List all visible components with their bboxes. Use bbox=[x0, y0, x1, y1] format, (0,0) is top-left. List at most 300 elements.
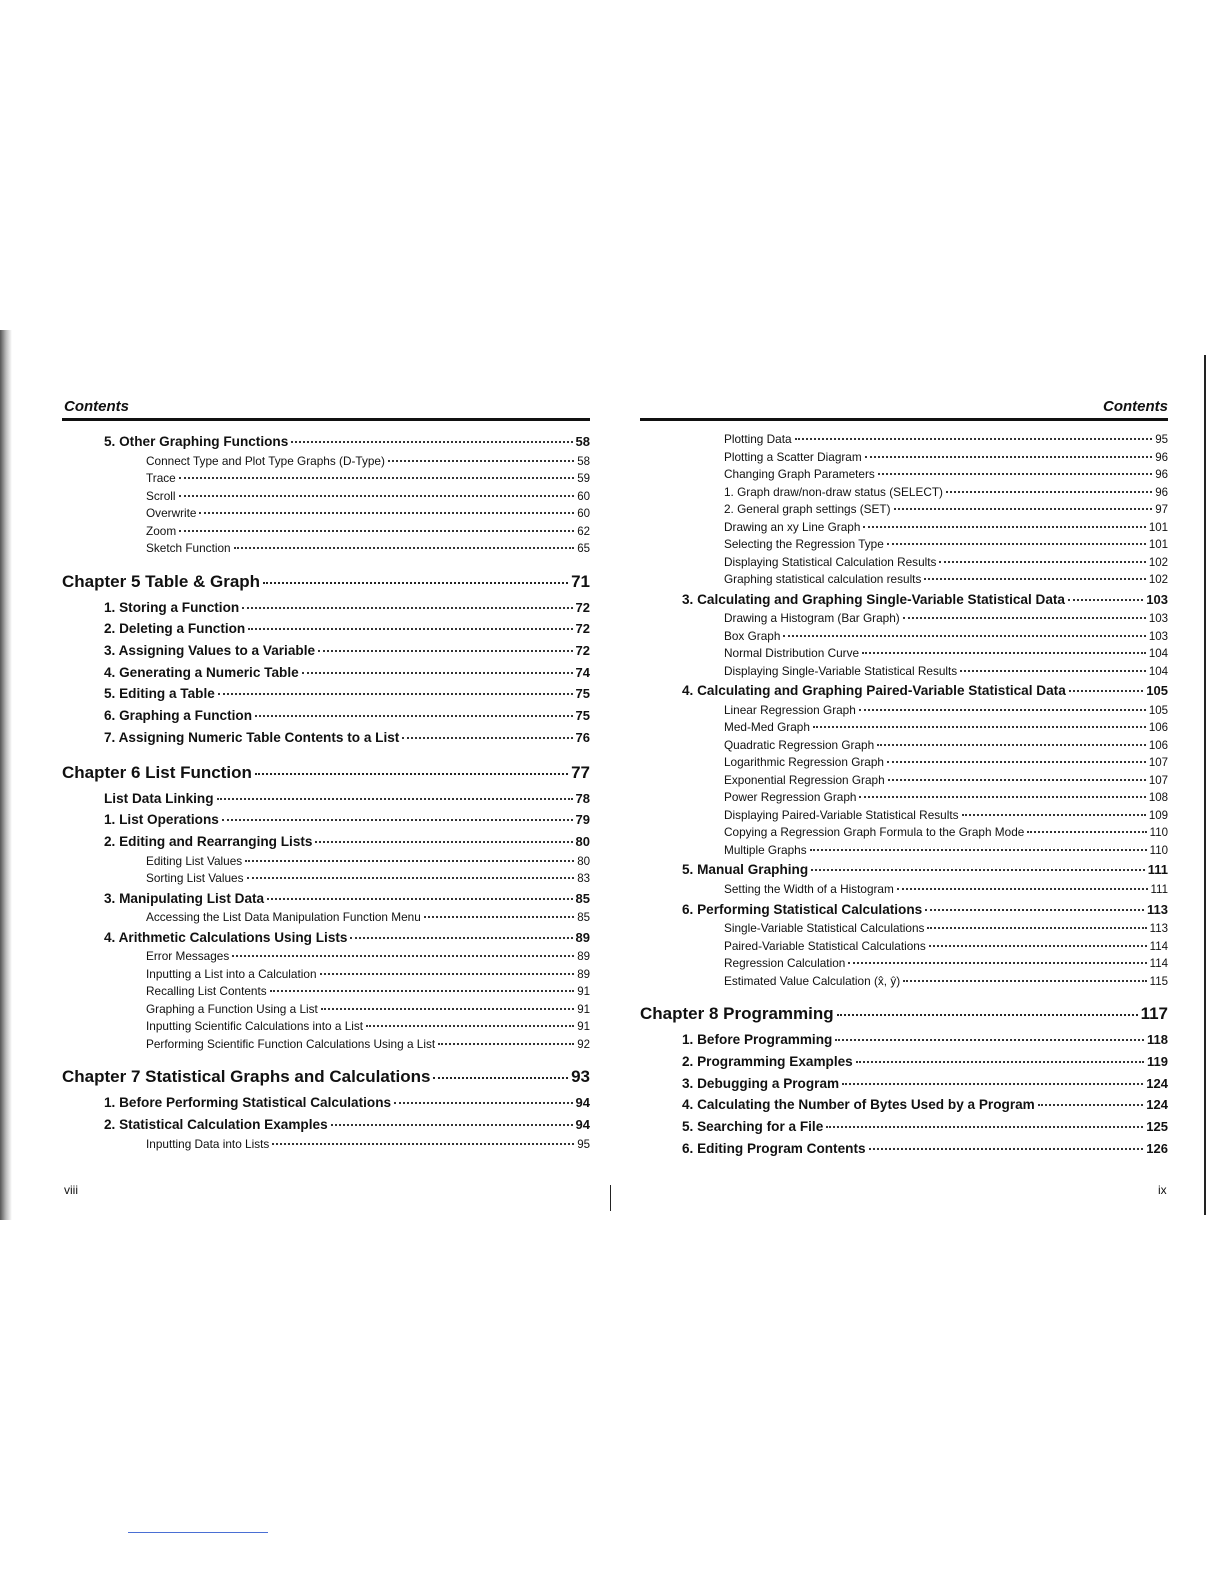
dot-leader bbox=[217, 798, 573, 800]
entry-title: Drawing a Histogram (Bar Graph) bbox=[724, 611, 900, 626]
dot-leader bbox=[887, 543, 1146, 545]
toc-chapter[interactable] bbox=[62, 1065, 590, 1089]
entry-title: Sorting List Values bbox=[146, 871, 244, 886]
dot-leader bbox=[813, 726, 1146, 728]
toc-list bbox=[62, 431, 590, 1153]
scan-edge-shadow bbox=[0, 330, 12, 1220]
entry-page-number: 111 bbox=[1150, 884, 1168, 897]
entry-title: 2. Statistical Calculation Examples bbox=[104, 1117, 328, 1133]
toc-section[interactable] bbox=[62, 727, 590, 749]
toc-subsection[interactable] bbox=[62, 1001, 590, 1019]
dot-leader bbox=[222, 819, 573, 821]
dot-leader bbox=[888, 779, 1146, 781]
entry-title: 1. Before Programming bbox=[682, 1032, 833, 1048]
dot-leader bbox=[179, 495, 575, 497]
toc-section[interactable] bbox=[62, 683, 590, 705]
dot-leader bbox=[179, 530, 574, 532]
entry-title: Scroll bbox=[146, 488, 176, 503]
entry-title: 3. Calculating and Graphing Single-Variable Statistical Data bbox=[682, 591, 1065, 607]
entry-title: Chapter 7 Statistical Graphs and Calculations bbox=[62, 1067, 431, 1087]
toc-subsection[interactable] bbox=[640, 719, 1168, 737]
entry-title: Editing List Values bbox=[146, 853, 243, 868]
dot-leader bbox=[179, 477, 574, 479]
right-page bbox=[640, 390, 1168, 1159]
dot-leader bbox=[842, 1083, 1143, 1085]
entry-title: Plotting a Scatter Diagram bbox=[724, 449, 862, 464]
page-header bbox=[62, 390, 590, 421]
toc-section[interactable] bbox=[62, 431, 590, 453]
entry-title: Displaying Paired-Variable Statistical Results bbox=[724, 807, 959, 822]
dot-leader bbox=[826, 1126, 1143, 1128]
entry-page-number: 83 bbox=[577, 873, 590, 886]
entry-page-number: 105 bbox=[1146, 683, 1168, 699]
entry-page-number: 60 bbox=[577, 508, 590, 521]
dot-leader bbox=[315, 841, 572, 843]
entry-title: 2. Deleting a Function bbox=[104, 621, 246, 637]
entry-title: Inputting Scientific Calculations into a List bbox=[146, 1019, 364, 1034]
dot-leader bbox=[929, 945, 1147, 947]
entry-page-number: 108 bbox=[1148, 792, 1168, 805]
entry-title: 4. Calculating the Number of Bytes Used by a Program bbox=[682, 1097, 1035, 1113]
entry-page-number: 105 bbox=[1148, 704, 1168, 717]
toc-section[interactable] bbox=[640, 589, 1168, 611]
dot-leader bbox=[837, 1014, 1138, 1016]
entry-title: 2. General graph settings (SET) bbox=[724, 502, 891, 516]
entry-page-number: 107 bbox=[1148, 757, 1168, 770]
dot-leader bbox=[835, 1039, 1144, 1041]
entry-title: Single-Variable Statistical Calculations bbox=[724, 921, 925, 936]
header-label: Contents bbox=[1103, 398, 1168, 415]
toc-chapter[interactable] bbox=[62, 570, 590, 594]
page-header bbox=[640, 390, 1168, 421]
entry-page-number: 104 bbox=[1148, 648, 1168, 661]
toc-subsection[interactable] bbox=[640, 702, 1168, 720]
entry-page-number: 103 bbox=[1148, 630, 1168, 643]
entry-title: 5. Manual Graphing bbox=[682, 862, 809, 878]
toc-subsection[interactable] bbox=[62, 853, 590, 871]
entry-title: Trace bbox=[146, 471, 176, 486]
dot-leader bbox=[859, 709, 1146, 711]
entry-title: Overwrite bbox=[146, 506, 197, 521]
toc-section[interactable] bbox=[640, 680, 1168, 702]
entry-page-number: 91 bbox=[577, 1003, 590, 1016]
toc-subsection[interactable] bbox=[640, 772, 1168, 790]
entry-page-number: 97 bbox=[1155, 504, 1168, 516]
entry-title: Multiple Graphs bbox=[724, 842, 807, 857]
entry-page-number: 113 bbox=[1149, 923, 1168, 936]
dot-leader bbox=[270, 990, 575, 992]
toc-subsection[interactable] bbox=[62, 948, 590, 966]
header-label: Contents bbox=[64, 398, 129, 415]
dot-leader bbox=[234, 547, 575, 549]
dot-leader bbox=[267, 898, 572, 900]
toc-section[interactable] bbox=[640, 1073, 1168, 1095]
dot-leader bbox=[248, 628, 572, 630]
entry-title: 7. Assigning Numeric Table Contents to a List bbox=[104, 729, 400, 745]
entry-page-number: 94 bbox=[575, 1117, 590, 1133]
toc-section[interactable] bbox=[640, 1138, 1168, 1160]
entry-page-number: 79 bbox=[575, 812, 590, 828]
entry-title: 5. Other Graphing Functions bbox=[104, 434, 289, 449]
dot-leader bbox=[925, 909, 1144, 911]
toc-list bbox=[640, 431, 1168, 1159]
toc-section[interactable] bbox=[640, 899, 1168, 921]
toc-subsection[interactable] bbox=[640, 881, 1168, 899]
entry-page-number: 85 bbox=[577, 912, 590, 925]
dot-leader bbox=[247, 877, 575, 879]
entry-page-number: 60 bbox=[577, 490, 590, 503]
toc-subsection[interactable] bbox=[640, 501, 1168, 519]
entry-page-number: 125 bbox=[1146, 1119, 1168, 1134]
toc-section[interactable] bbox=[62, 597, 590, 619]
entry-title: Inputting Data into Lists bbox=[146, 1136, 270, 1151]
entry-page-number: 107 bbox=[1148, 774, 1168, 787]
entry-title: Quadratic Regression Graph bbox=[724, 737, 875, 752]
toc-chapter[interactable] bbox=[62, 761, 590, 785]
entry-title: Error Messages bbox=[146, 949, 230, 964]
toc-section[interactable] bbox=[62, 831, 590, 853]
entry-title: Estimated Value Calculation (x̂, ŷ) bbox=[724, 973, 901, 988]
entry-page-number: 96 bbox=[1155, 486, 1168, 499]
dot-leader bbox=[924, 578, 1145, 580]
entry-title: Inputting a List into a Calculation bbox=[146, 966, 317, 981]
entry-page-number: 102 bbox=[1148, 556, 1168, 569]
entry-title: Normal Distribution Curve bbox=[724, 646, 860, 661]
toc-subsection[interactable] bbox=[640, 449, 1168, 467]
entry-title: Regression Calculation bbox=[724, 956, 846, 971]
dot-leader bbox=[272, 1143, 574, 1145]
dot-leader bbox=[878, 473, 1152, 475]
entry-page-number: 72 bbox=[575, 643, 590, 659]
dot-leader bbox=[424, 916, 574, 918]
entry-page-number: 91 bbox=[577, 1021, 590, 1034]
toc-section[interactable] bbox=[62, 662, 590, 684]
toc-subsection[interactable] bbox=[62, 505, 590, 523]
entry-title: Logarithmic Regression Graph bbox=[724, 755, 884, 770]
entry-title: 2. Programming Examples bbox=[682, 1053, 853, 1069]
entry-page-number: 58 bbox=[575, 434, 590, 449]
entry-title: Graphing a Function Using a List bbox=[146, 1001, 318, 1016]
entry-title: 6. Performing Statistical Calculations bbox=[682, 901, 923, 917]
toc-subsection[interactable] bbox=[640, 824, 1168, 842]
dot-leader bbox=[865, 456, 1153, 458]
toc-section[interactable] bbox=[62, 809, 590, 831]
entry-page-number: 72 bbox=[575, 599, 590, 615]
left-page bbox=[62, 390, 590, 1153]
entry-page-number: 80 bbox=[577, 855, 590, 868]
entry-page-number: 101 bbox=[1148, 539, 1168, 551]
toc-subsection[interactable] bbox=[640, 431, 1168, 449]
dot-leader bbox=[848, 962, 1146, 964]
dot-leader bbox=[320, 973, 575, 975]
entry-title: 1. Graph draw/non-draw status (SELECT) bbox=[724, 484, 943, 499]
toc-chapter[interactable] bbox=[640, 1002, 1168, 1026]
toc-section[interactable] bbox=[640, 1116, 1168, 1138]
entry-title: 4. Arithmetic Calculations Using Lists bbox=[104, 929, 348, 945]
toc-section[interactable] bbox=[62, 705, 590, 727]
toc-subsection[interactable] bbox=[62, 909, 590, 927]
toc-subsection[interactable] bbox=[62, 1018, 590, 1036]
dot-leader bbox=[433, 1077, 568, 1079]
dot-leader bbox=[897, 888, 1148, 890]
page-edge-line bbox=[1204, 355, 1206, 1215]
entry-title: Box Graph bbox=[724, 628, 781, 643]
gutter-mark bbox=[610, 1185, 611, 1211]
toc-section[interactable] bbox=[62, 618, 590, 640]
toc-section[interactable] bbox=[640, 1051, 1168, 1073]
toc-subsection[interactable] bbox=[640, 737, 1168, 755]
entry-page-number: 65 bbox=[577, 543, 590, 556]
page-number: ix bbox=[1158, 1183, 1167, 1197]
toc-subsection[interactable] bbox=[640, 807, 1168, 825]
entry-title: Chapter 5 Table & Graph bbox=[62, 571, 261, 591]
toc-subsection[interactable] bbox=[640, 536, 1168, 554]
toc-subsection[interactable] bbox=[640, 610, 1168, 628]
entry-title: 5. Editing a Table bbox=[104, 686, 215, 702]
entry-page-number: 58 bbox=[577, 455, 590, 468]
entry-title: Changing Graph Parameters bbox=[724, 467, 875, 481]
entry-page-number: 126 bbox=[1146, 1140, 1168, 1156]
entry-title: Performing Scientific Function Calculations Using a List bbox=[146, 1036, 436, 1051]
entry-title: Recalling List Contents bbox=[146, 984, 267, 999]
toc-subsection[interactable] bbox=[62, 983, 590, 1001]
entry-title: 4. Calculating and Graphing Paired-Variable Statistical Data bbox=[682, 683, 1066, 699]
toc-section[interactable] bbox=[62, 927, 590, 949]
entry-page-number: 76 bbox=[575, 729, 590, 745]
entry-page-number: 104 bbox=[1148, 665, 1168, 678]
dot-leader bbox=[255, 773, 568, 775]
dot-leader bbox=[331, 1124, 573, 1126]
toc-subsection[interactable] bbox=[640, 571, 1168, 589]
toc-section[interactable] bbox=[62, 640, 590, 662]
dot-leader bbox=[366, 1025, 574, 1027]
toc-subsection[interactable] bbox=[640, 628, 1168, 646]
toc-subsection[interactable] bbox=[640, 645, 1168, 663]
entry-title: Selecting the Regression Type bbox=[724, 537, 884, 551]
toc-subsection[interactable] bbox=[62, 540, 590, 558]
entry-page-number: 111 bbox=[1147, 862, 1168, 878]
toc-section[interactable] bbox=[640, 859, 1168, 881]
toc-subsection[interactable] bbox=[62, 488, 590, 506]
dot-leader bbox=[318, 650, 572, 652]
dot-leader bbox=[877, 744, 1146, 746]
dot-leader bbox=[894, 508, 1153, 510]
dot-leader bbox=[810, 849, 1147, 851]
entry-page-number: 75 bbox=[575, 708, 590, 724]
dot-leader bbox=[388, 460, 574, 462]
toc-subsection[interactable] bbox=[640, 466, 1168, 484]
entry-page-number: 93 bbox=[571, 1067, 590, 1087]
toc-subsection[interactable] bbox=[640, 484, 1168, 502]
entry-title: Sketch Function bbox=[146, 541, 231, 556]
toc-subsection[interactable] bbox=[62, 453, 590, 471]
entry-title: Paired-Variable Statistical Calculations bbox=[724, 938, 926, 953]
entry-page-number: 106 bbox=[1148, 739, 1168, 752]
toc-section[interactable] bbox=[62, 888, 590, 910]
entry-title: Zoom bbox=[146, 523, 177, 538]
dot-leader bbox=[939, 561, 1145, 563]
entry-page-number: 124 bbox=[1146, 1075, 1168, 1091]
toc-section[interactable] bbox=[62, 788, 590, 810]
dot-leader bbox=[291, 441, 572, 443]
toc-section[interactable] bbox=[640, 1029, 1168, 1051]
dot-leader bbox=[927, 927, 1146, 929]
entry-page-number: 117 bbox=[1140, 1004, 1168, 1024]
toc-subsection[interactable] bbox=[640, 789, 1168, 807]
toc-section[interactable] bbox=[62, 1092, 590, 1114]
toc-subsection[interactable] bbox=[62, 523, 590, 541]
dot-leader bbox=[402, 737, 572, 739]
toc-subsection[interactable] bbox=[62, 470, 590, 488]
dot-leader bbox=[302, 672, 573, 674]
entry-page-number: 94 bbox=[575, 1095, 590, 1111]
dot-leader bbox=[859, 796, 1145, 798]
dot-leader bbox=[1068, 599, 1143, 601]
entry-title: Displaying Single-Variable Statistical Results bbox=[724, 663, 958, 678]
entry-title: Chapter 6 List Function bbox=[62, 762, 252, 782]
entry-page-number: 75 bbox=[575, 686, 590, 702]
entry-title: Plotting Data bbox=[724, 432, 792, 446]
entry-page-number: 71 bbox=[571, 571, 590, 591]
entry-title: 3. Manipulating List Data bbox=[104, 890, 265, 906]
entry-page-number: 74 bbox=[575, 664, 590, 680]
toc-subsection[interactable] bbox=[640, 519, 1168, 537]
entry-page-number: 110 bbox=[1149, 844, 1168, 857]
toc-subsection[interactable] bbox=[640, 663, 1168, 681]
underline-mark bbox=[128, 1532, 268, 1533]
entry-page-number: 72 bbox=[575, 621, 590, 637]
entry-title: 3. Debugging a Program bbox=[682, 1075, 840, 1091]
dot-leader bbox=[903, 980, 1147, 982]
entry-title: Graphing statistical calculation results bbox=[724, 572, 922, 586]
dot-leader bbox=[438, 1043, 574, 1045]
entry-title: Power Regression Graph bbox=[724, 790, 857, 805]
toc-subsection[interactable] bbox=[640, 754, 1168, 772]
toc-subsection[interactable] bbox=[62, 1036, 590, 1054]
entry-page-number: 106 bbox=[1148, 722, 1168, 735]
dot-leader bbox=[811, 869, 1145, 871]
entry-page-number: 96 bbox=[1155, 469, 1168, 481]
toc-subsection[interactable] bbox=[62, 966, 590, 984]
entry-page-number: 91 bbox=[577, 986, 590, 999]
entry-title: Setting the Width of a Histogram bbox=[724, 882, 894, 897]
entry-title: Med-Med Graph bbox=[724, 720, 810, 735]
entry-page-number: 89 bbox=[575, 929, 590, 945]
entry-title: 5. Searching for a File bbox=[682, 1119, 824, 1134]
dot-leader bbox=[245, 860, 574, 862]
dot-leader bbox=[218, 693, 573, 695]
entry-title: 3. Assigning Values to a Variable bbox=[104, 643, 316, 659]
entry-title: 6. Graphing a Function bbox=[104, 708, 253, 724]
entry-page-number: 89 bbox=[577, 951, 590, 964]
entry-title: 6. Editing Program Contents bbox=[682, 1140, 866, 1156]
dot-leader bbox=[863, 526, 1145, 528]
entry-title: Accessing the List Data Manipulation Function Menu bbox=[146, 910, 421, 925]
toc-subsection[interactable] bbox=[62, 1136, 590, 1154]
entry-title: Copying a Regression Graph Formula to the Graph Mode bbox=[724, 825, 1025, 840]
dot-leader bbox=[1038, 1104, 1144, 1106]
dot-leader bbox=[199, 512, 574, 514]
entry-page-number: 96 bbox=[1155, 451, 1168, 464]
entry-page-number: 114 bbox=[1149, 940, 1168, 953]
entry-page-number: 59 bbox=[577, 473, 590, 486]
entry-page-number: 85 bbox=[575, 890, 590, 906]
entry-title: 1. Before Performing Statistical Calculations bbox=[104, 1095, 392, 1111]
dot-leader bbox=[1069, 690, 1144, 692]
dot-leader bbox=[946, 491, 1152, 493]
entry-title: 1. List Operations bbox=[104, 812, 219, 828]
entry-page-number: 101 bbox=[1148, 521, 1168, 534]
toc-subsection[interactable] bbox=[62, 870, 590, 888]
dot-leader bbox=[962, 814, 1146, 816]
entry-title: Connect Type and Plot Type Graphs (D-Type) bbox=[146, 453, 385, 468]
entry-page-number: 124 bbox=[1146, 1097, 1168, 1113]
entry-title: Exponential Regression Graph bbox=[724, 772, 885, 787]
entry-page-number: 115 bbox=[1149, 975, 1168, 988]
dot-leader bbox=[960, 670, 1146, 672]
entry-title: Drawing an xy Line Graph bbox=[724, 519, 861, 534]
dot-leader bbox=[350, 937, 572, 939]
toc-subsection[interactable] bbox=[640, 920, 1168, 938]
entry-title: Displaying Statistical Calculation Results bbox=[724, 554, 937, 569]
dot-leader bbox=[263, 582, 568, 584]
entry-title: 1. Storing a Function bbox=[104, 599, 240, 615]
entry-page-number: 103 bbox=[1148, 613, 1168, 626]
toc-subsection[interactable] bbox=[640, 842, 1168, 860]
dot-leader bbox=[903, 617, 1146, 619]
dot-leader bbox=[862, 652, 1146, 654]
toc-section[interactable] bbox=[640, 1094, 1168, 1116]
entry-page-number: 102 bbox=[1148, 574, 1168, 586]
entry-page-number: 95 bbox=[1155, 434, 1168, 446]
dot-leader bbox=[795, 438, 1153, 440]
dot-leader bbox=[1027, 831, 1146, 833]
entry-page-number: 118 bbox=[1147, 1032, 1168, 1048]
page-number: viii bbox=[64, 1183, 78, 1197]
entry-page-number: 80 bbox=[575, 833, 590, 849]
dot-leader bbox=[232, 955, 574, 957]
entry-page-number: 119 bbox=[1147, 1053, 1168, 1069]
entry-page-number: 78 bbox=[575, 790, 590, 806]
entry-page-number: 62 bbox=[577, 525, 590, 538]
entry-page-number: 92 bbox=[577, 1038, 590, 1051]
entry-page-number: 110 bbox=[1149, 827, 1168, 840]
entry-page-number: 95 bbox=[577, 1138, 590, 1151]
entry-title: 4. Generating a Numeric Table bbox=[104, 664, 299, 680]
entry-title: Chapter 8 Programming bbox=[640, 1004, 834, 1024]
dot-leader bbox=[255, 715, 573, 717]
toc-subsection[interactable] bbox=[640, 938, 1168, 956]
entry-page-number: 89 bbox=[577, 968, 590, 981]
dot-leader bbox=[887, 761, 1146, 763]
toc-subsection[interactable] bbox=[640, 554, 1168, 572]
dot-leader bbox=[394, 1102, 572, 1104]
toc-subsection[interactable] bbox=[640, 973, 1168, 991]
toc-section[interactable] bbox=[62, 1114, 590, 1136]
entry-page-number: 114 bbox=[1149, 958, 1168, 971]
dot-leader bbox=[242, 607, 572, 609]
dot-leader bbox=[869, 1148, 1144, 1150]
entry-page-number: 103 bbox=[1146, 591, 1168, 607]
entry-page-number: 109 bbox=[1148, 809, 1168, 822]
entry-title: Linear Regression Graph bbox=[724, 702, 856, 717]
dot-leader bbox=[783, 635, 1145, 637]
dot-leader bbox=[856, 1061, 1144, 1063]
dot-leader bbox=[321, 1008, 574, 1010]
entry-title: List Data Linking bbox=[104, 790, 214, 806]
toc-subsection[interactable] bbox=[640, 955, 1168, 973]
entry-page-number: 77 bbox=[571, 762, 590, 782]
